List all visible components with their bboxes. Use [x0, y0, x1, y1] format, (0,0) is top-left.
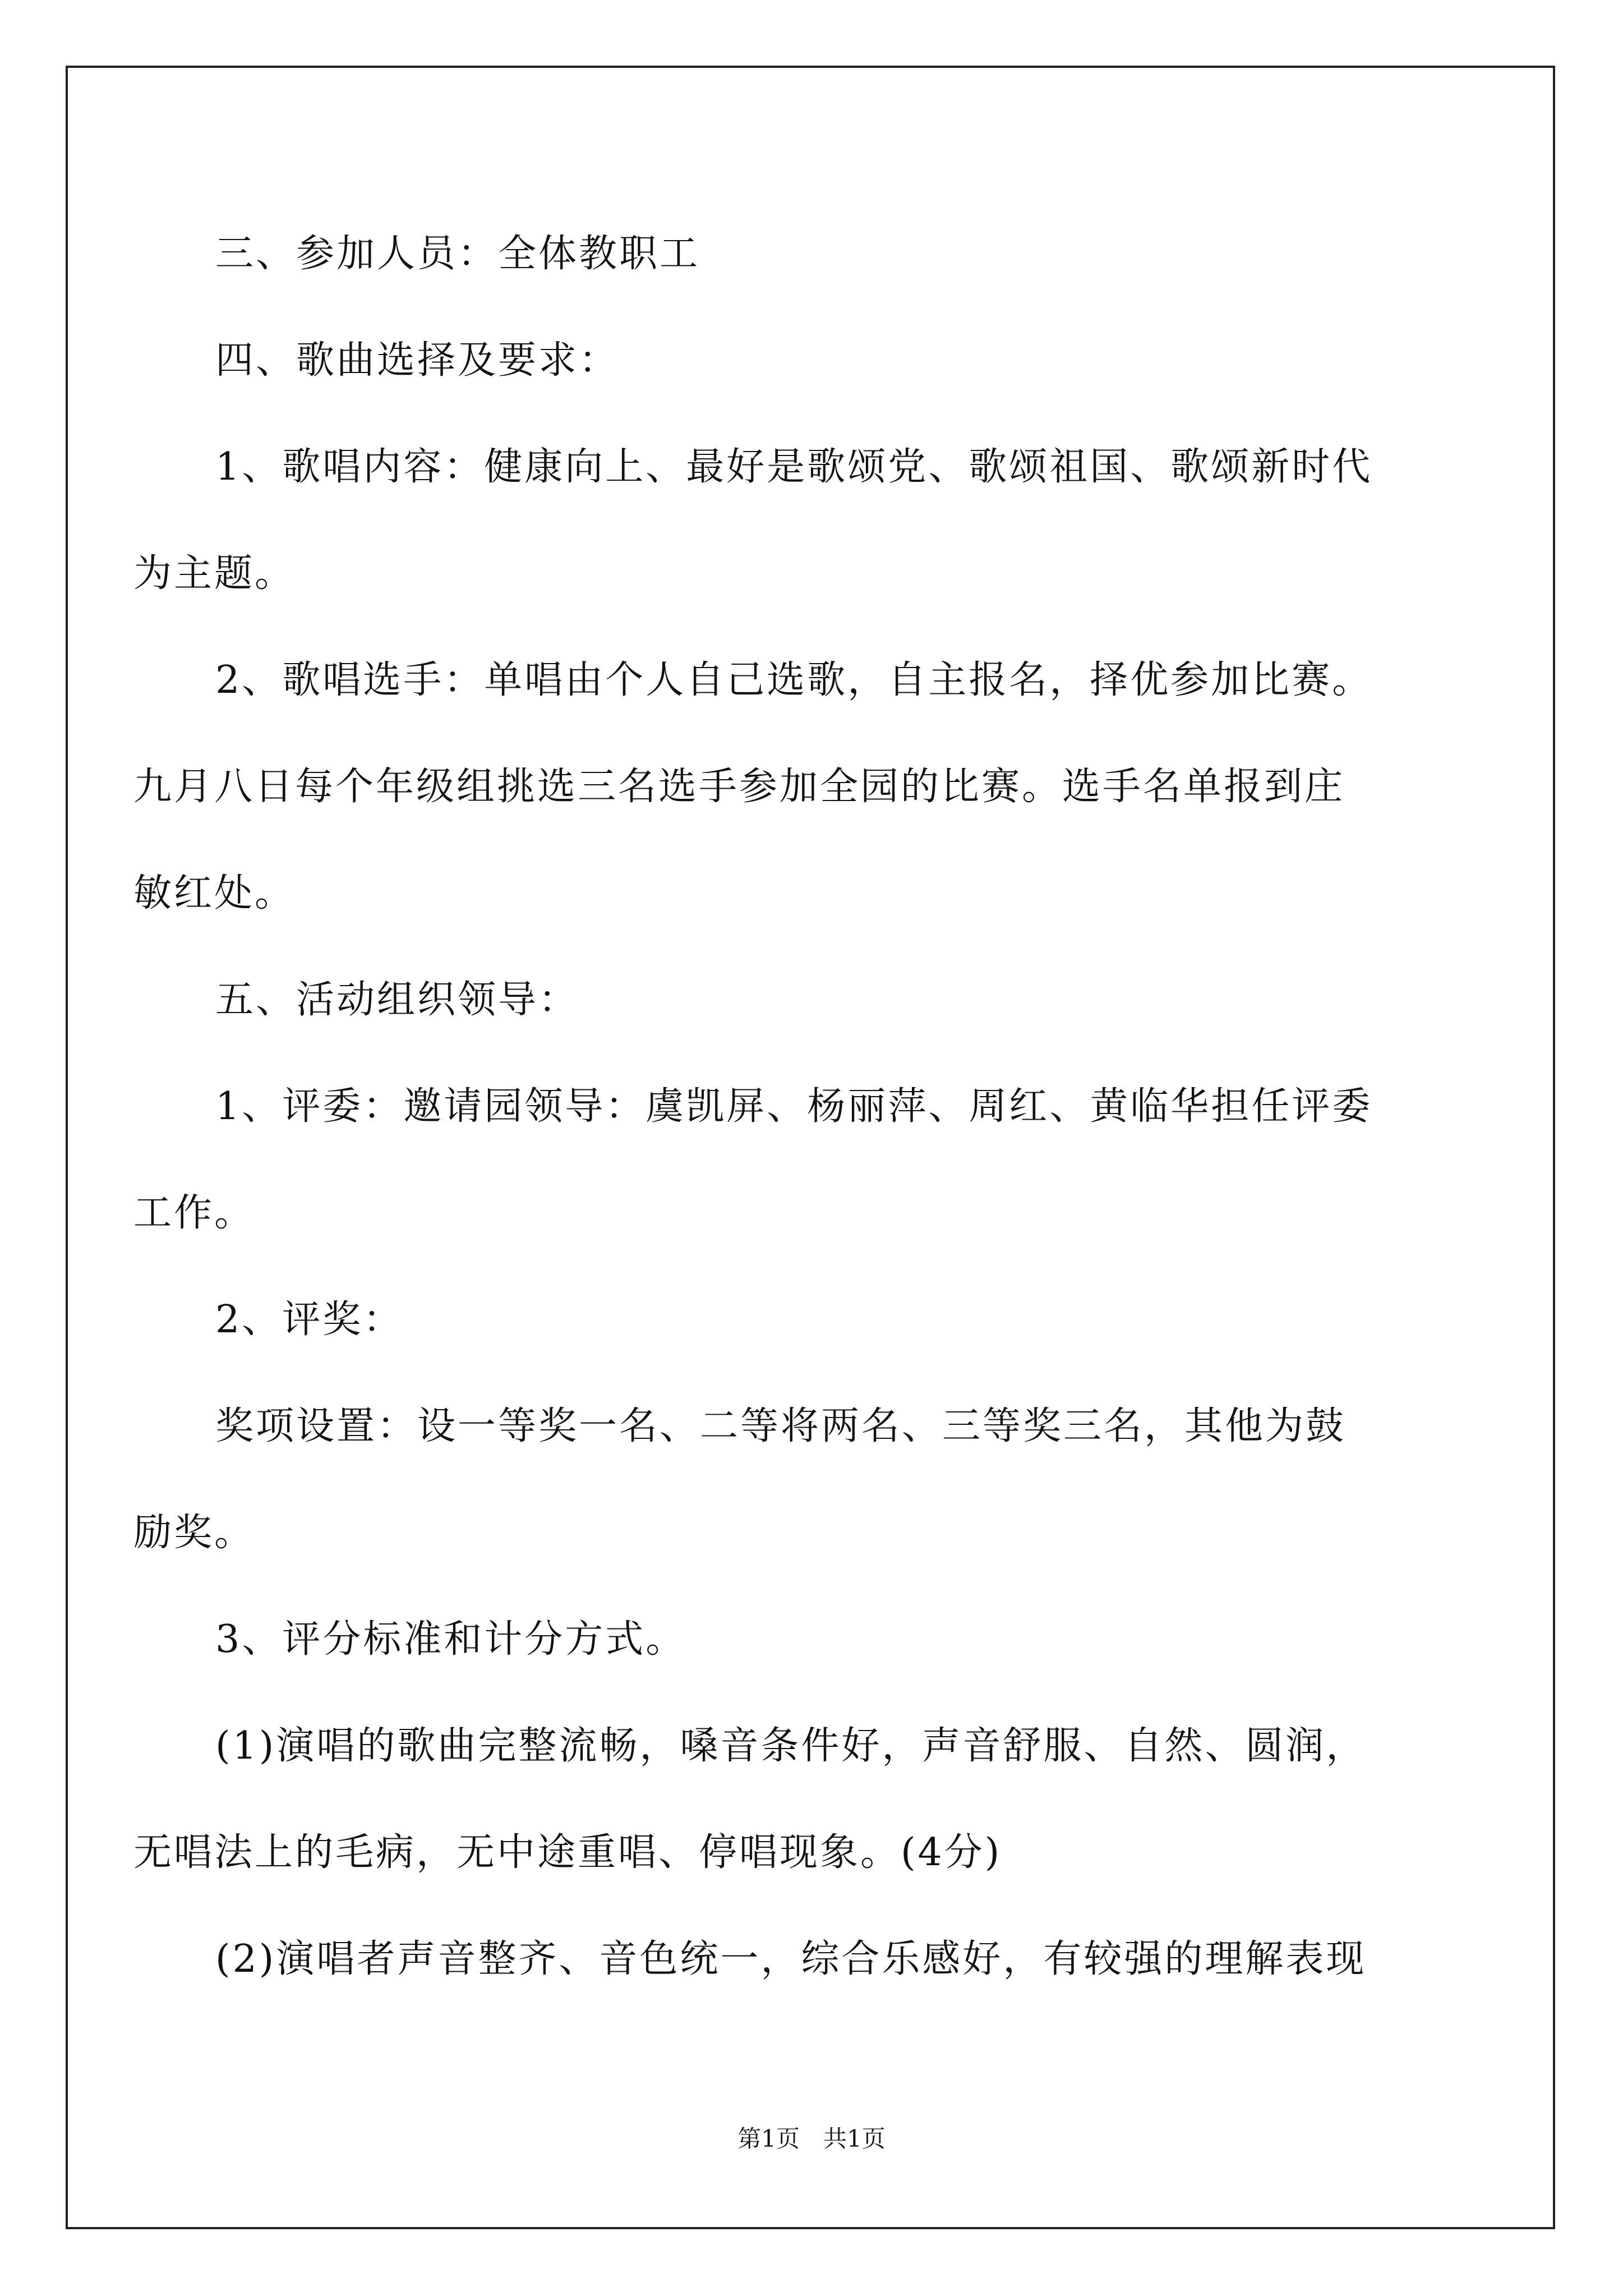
paragraph-organization: 五、活动组织领导：: [215, 978, 579, 1022]
paragraph-award-settings-line2: 励奖。: [133, 1511, 255, 1555]
paragraph-criterion2-line1: (2)演唱者声音整齐、音色统一，综合乐感好，有较强的理解表现: [215, 1937, 1367, 1981]
paragraph-judges-line1: 1、评委：邀请园领导：虞凯屏、杨丽萍、周红、黄临华担任评委: [215, 1084, 1373, 1129]
paragraph-contestants-line1: 2、歌唱选手：单唱由个人自己选歌，自主报名，择优参加比赛。: [215, 658, 1373, 702]
paragraph-judges-line2: 工作。: [133, 1191, 255, 1235]
paragraph-participants: 三、参加人员：全体教职工: [215, 232, 700, 276]
paragraph-awards: 2、评奖：: [215, 1297, 404, 1342]
paragraph-award-settings-line1: 奖项设置：设一等奖一名、二等将两名、三等奖三名，其他为鼓: [215, 1404, 1347, 1448]
paragraph-content-line2: 为主题。: [133, 551, 296, 596]
paragraph-content-line1: 1、歌唱内容：健康向上、最好是歌颂党、歌颂祖国、歌颂新时代: [215, 445, 1373, 489]
page-footer: 第1页 共1页: [737, 2125, 886, 2152]
paragraph-criterion1-line1: (1)演唱的歌曲完整流畅，嗓音条件好，声音舒服、自然、圆润，: [215, 1724, 1367, 1768]
paragraph-contestants-line3: 敏红处。: [133, 871, 296, 915]
paragraph-criterion1-line2: 无唱法上的毛病，无中途重唱、停唱现象。(4分): [133, 1830, 1002, 1875]
paragraph-song-requirements: 四、歌曲选择及要求：: [215, 338, 620, 383]
paragraph-contestants-line2: 九月八日每个年级组挑选三名选手参加全园的比赛。选手名单报到庄: [133, 765, 1345, 809]
paragraph-scoring: 3、评分标准和计分方式。: [215, 1617, 686, 1662]
